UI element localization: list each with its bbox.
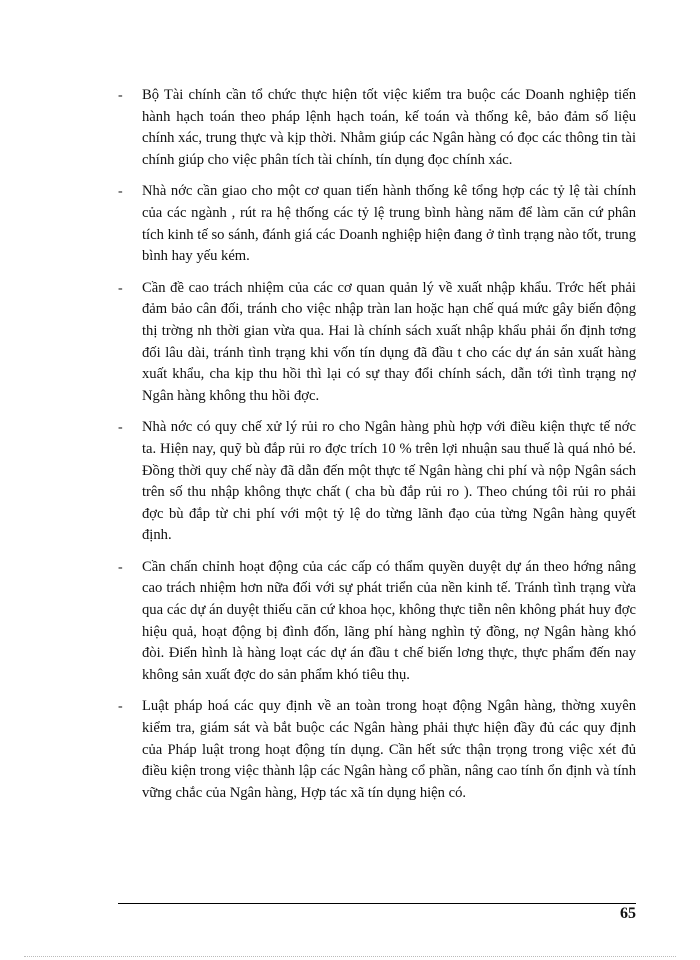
bullet-text: Nhà nớc có quy chế xử lý rủi ro cho Ngân hàng phù hợp với điều kiện thực tế nớc ta. Hiện nay, quỹ bù đắp rủi ro đợc trích 10 % trên lợi nhuận sau thuế là quá nhỏ bé. Đồng thời quy chế này đã dẫn đến một thực tế Ngân hàng chi phí và nộp Ngân sách trên số thu nhập không thực chất ( cha bù đắp rủi ro ). Theo chúng tôi rủi ro phải đợc bù đắp từ chi phí với một tỷ lệ do từng lãnh đạo của từng Ngân hàng quyết định. <box>142 419 636 544</box>
bullet-item <box>118 696 636 804</box>
bullet-item <box>118 85 636 171</box>
bullet-marker: - <box>118 699 123 715</box>
bullet-marker: - <box>118 184 123 200</box>
page-number: 65 <box>620 905 636 922</box>
bullet-item <box>118 181 636 267</box>
page-edge-divider <box>24 956 676 957</box>
bullet-marker: - <box>118 420 123 436</box>
bullet-text: Luật pháp hoá các quy định về an toàn trong hoạt động Ngân hàng, thờng xuyên kiểm tra, giám sát và bắt buộc các Ngân hàng phải thực hiện đầy đủ các quy định của Pháp luật trong hoạt động tín dụng. Cần hết sức thận trọng trong việc xét đủ điều kiện trong việc thành lập các Ngân hàng cổ phần, nâng cao tính ổn định và tính vững chắc của Ngân hàng, Hợp tác xã tín dụng hiện có. <box>142 698 636 801</box>
bullet-text: Bộ Tài chính cần tổ chức thực hiện tốt việc kiểm tra buộc các Doanh nghiệp tiến hành hạch toán theo pháp lệnh hạch toán, kế toán và thống kê, bảo đảm số liệu chính xác, trung thực và kịp thời. Nhằm giúp các Ngân hàng có đọc các thông tin tài chính giúp cho việc phân tích tài chính, tín dụng đọc chính xác. <box>142 87 636 168</box>
bullet-list <box>118 85 636 814</box>
bullet-text: Cần chấn chỉnh hoạt động của các cấp có thẩm quyền duyệt dự án theo hớng nâng cao trách nhiệm hơn nữa đối với sự phát triển của nền kinh tế. Tránh tình trạng vừa qua các dự án duyệt thiếu căn cứ khoa học, không thực tiễn nên không phát huy đợc hiệu quả, hoạt động bị đình đốn, lãng phí hàng nghìn tỷ đồng, nợ Ngân hàng khó đòi. Điển hình là hàng loạt các dự án đầu t chế biến lơng thực, thực phẩm đến nay không sản xuất đợc do sản phẩm khó tiêu thụ. <box>142 558 636 683</box>
bullet-item <box>118 278 636 408</box>
footer-divider <box>118 903 636 904</box>
bullet-marker: - <box>118 559 123 575</box>
bullet-text: Nhà nớc cần giao cho một cơ quan tiến hành thống kê tổng hợp các tỷ lệ tài chính của các ngành , rút ra hệ thống các tỷ lệ trung bình hàng năm để làm căn cứ phân tích kinh tế so sánh, đánh giá các Doanh nghiệp hiện đang ở tình trạng nào tốt, trung bình hay yếu kém. <box>142 183 636 265</box>
bullet-text: Cần đề cao trách nhiệm của các cơ quan quản lý về xuất nhập khẩu. Trớc hết phải đảm bảo cân đối, tránh cho việc nhập tràn lan hoặc hạn chế quá mức gây biến động thị trờng nh thời gian vừa qua. Hai là chính sách xuất nhập khẩu phải ổn định tơng đối lâu dài, tránh tình trạng khi vốn tín dụng đã đầu t cho các dự án sản xuất hàng xuất khẩu, cha kịp thu hồi thì lại có sự thay đổi chính sách, dẫn tới tình trạng nợ Ngân hàng không thu hồi đợc. <box>142 279 636 404</box>
bullet-item <box>118 557 636 687</box>
bullet-marker: - <box>118 280 123 296</box>
bullet-item <box>118 417 636 547</box>
bullet-marker: - <box>118 88 123 103</box>
